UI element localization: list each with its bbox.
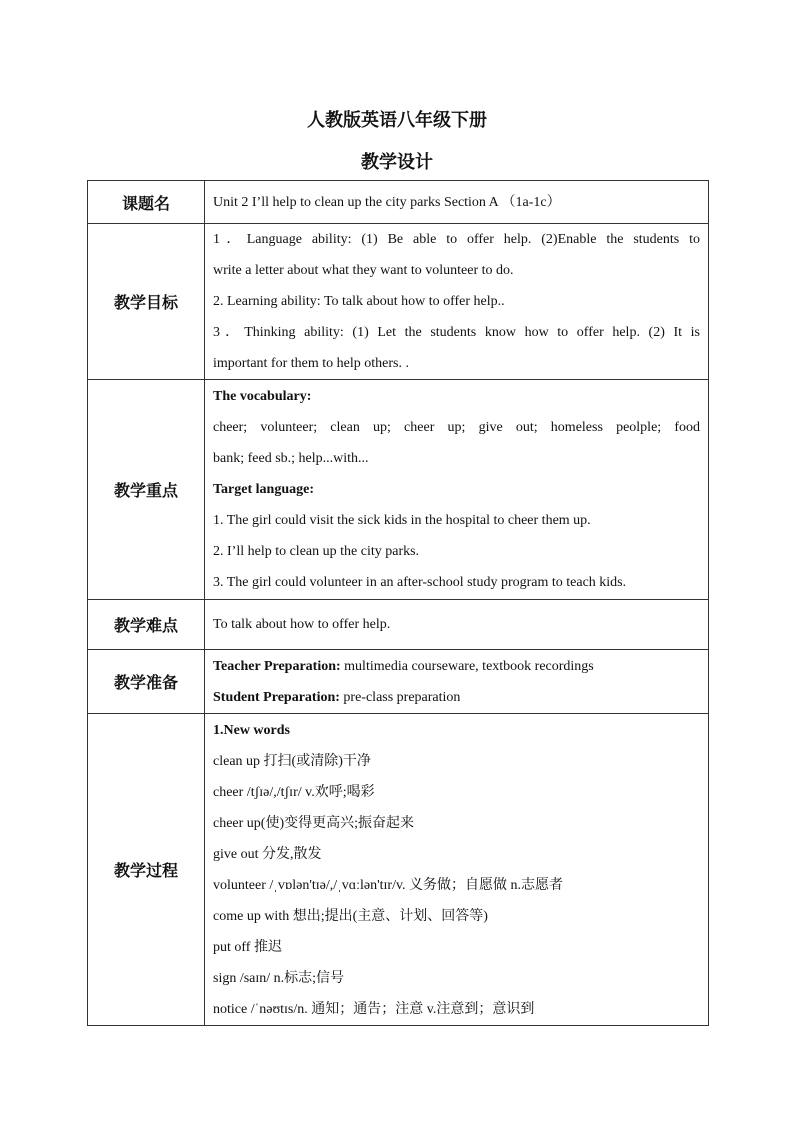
teacher-prep-text: multimedia courseware, textbook recordings [340, 658, 594, 674]
word-entry: notice /ˈnəʊtɪs/n. 通知；通告；注意 v.注意到；意识到 [213, 1001, 535, 1017]
table-row [88, 600, 709, 650]
row-label-process: 教学过程 [88, 714, 205, 1026]
word-entry: sign /saɪn/ n.标志;信号 [213, 970, 345, 986]
objective-line: 3．Thinking ability: (1) Let the students know how to offer help. (2) It is [213, 325, 700, 340]
row-label-preparation: 教学准备 [88, 650, 205, 714]
word-entry: put off 推迟 [213, 939, 282, 955]
page-title: 人教版英语八年级下册 [307, 110, 487, 131]
word-entry: cheer /tʃɪə/,/tʃɪr/ v.欢呼;喝彩 [213, 784, 375, 800]
vocab-line: cheer; volunteer; clean up; cheer up; give out; homeless peolple; food [213, 420, 700, 435]
objective-line: write a letter about what they want to volunteer to do. [213, 263, 514, 278]
target-line: 3. The girl could volunteer in an after-school study program to teach kids. [213, 575, 627, 590]
student-prep-text: pre-class preparation [339, 689, 461, 705]
teacher-prep-heading: Teacher Preparation: [213, 658, 341, 674]
target-line: 1. The girl could visit the sick kids in the hospital to cheer them up. [213, 513, 591, 528]
row-label-objectives: 教学目标 [88, 224, 205, 380]
student-prep-heading: Student Preparation: [213, 689, 340, 705]
process-heading: 1.New words [213, 722, 290, 738]
student-preparation [213, 682, 700, 713]
process-cell [205, 714, 709, 1026]
difficulties-cell [205, 600, 709, 650]
row-label-key-points: 教学重点 [88, 380, 205, 600]
objective-line: 1．Language ability: (1) Be able to offer help. (2)Enable the students to [213, 232, 700, 247]
word-entry: cheer up(使)变得更高兴;振奋起来 [213, 815, 415, 831]
topic-cell [205, 181, 709, 224]
vocab-heading: The vocabulary: [213, 389, 312, 404]
preparation-cell [205, 650, 709, 714]
table-row [88, 650, 709, 714]
lesson-plan-table [87, 180, 709, 1026]
difficulties-text: To talk about how to offer help. [213, 617, 391, 632]
table-row [88, 181, 709, 224]
objective-line: 2. Learning ability: To talk about how to offer help.. [213, 294, 505, 309]
word-entry: volunteer /ˌvɒlən'tɪə/,/ˌvɑːlən'tɪr/v. 义务做；自愿做 n.志愿者 [213, 877, 564, 893]
key-points-cell [205, 380, 709, 600]
target-heading: Target language: [213, 482, 314, 497]
word-entry: clean up 打扫(或清除)干净 [213, 753, 371, 769]
row-label-difficulties: 教学难点 [88, 600, 205, 650]
table-row [88, 714, 709, 1026]
row-label-topic: 课题名 [88, 181, 205, 224]
word-entry: give out 分发,散发 [213, 846, 322, 862]
word-entry: come up with 想出;提出(主意、计划、回答等) [213, 908, 488, 924]
objectives-cell [205, 224, 709, 380]
vocab-line: bank; feed sb.; help...with... [213, 451, 369, 466]
teacher-preparation [213, 651, 700, 682]
page-subtitle: 教学设计 [361, 152, 433, 173]
target-line: 2. I’ll help to clean up the city parks. [213, 544, 420, 559]
objective-line: important for them to help others. . [213, 356, 409, 371]
topic-text: Unit 2 I’ll help to clean up the city parks Section A （1a-1c） [213, 194, 561, 210]
table-row [88, 224, 709, 380]
table-row [88, 380, 709, 600]
